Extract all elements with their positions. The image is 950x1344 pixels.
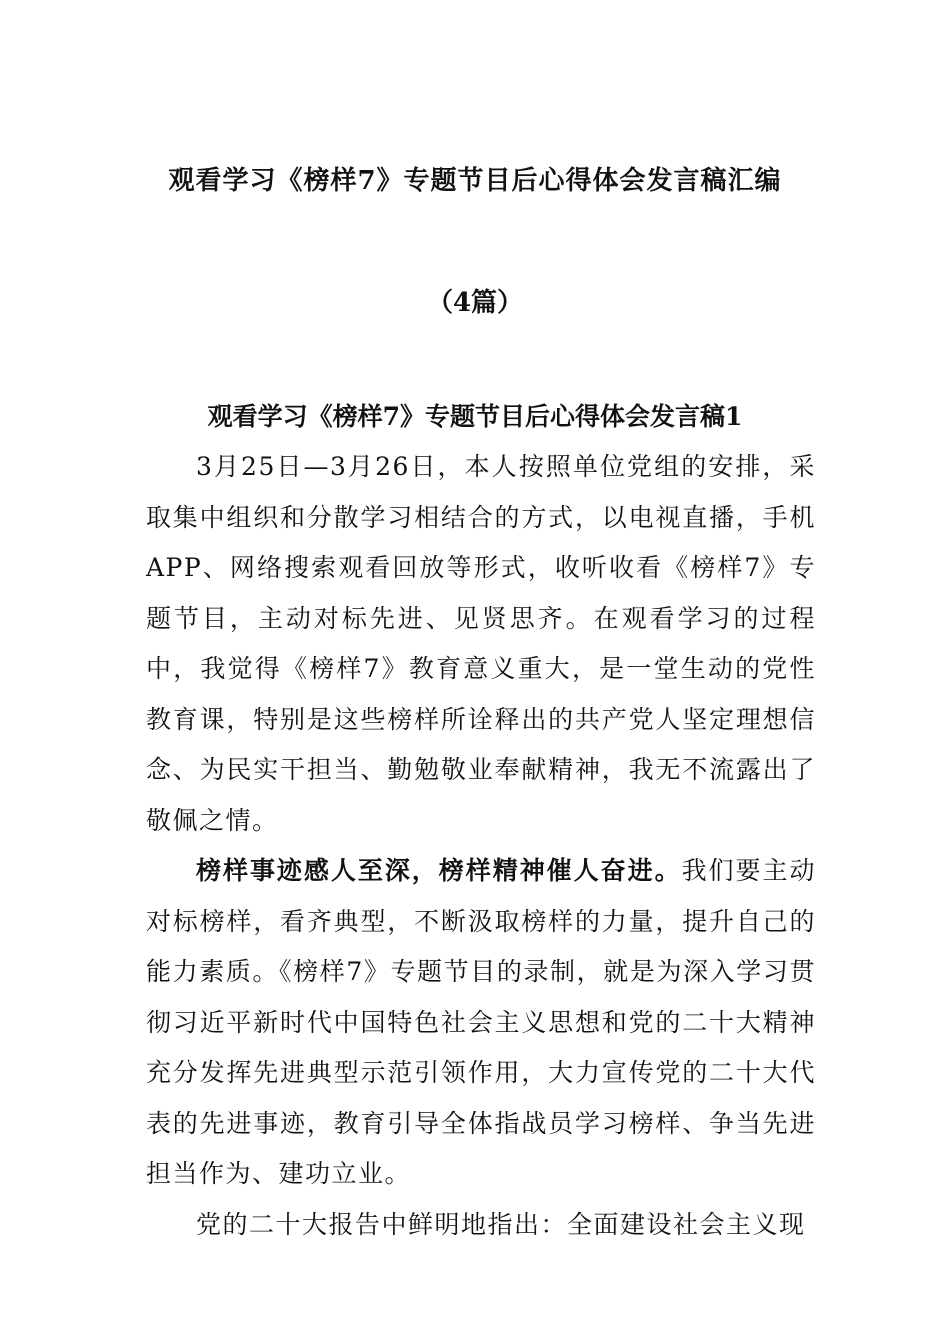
paragraph-text: 我们要主动对标榜样，看齐典型，不断汲取榜样的力量，提升自己的能力素质。《榜样7》专题节目的录制，就是为深入学习贯彻习近平新时代中国特色社会主义思想和党的二十大精神充分发挥先进典型示范引领作用，大力宣传党的二十大代表的先进事迹，教育引导全体指战员学习榜样、争当先进担当作为、建功立业。 [146,856,816,1188]
section-title: 观看学习《榜样7》专题节目后心得体会发言稿1 [207,402,743,431]
paragraph-lead: 榜样事迹感人至深，榜样精神催人奋进。 [196,856,682,885]
paragraph [146,846,816,1200]
document-title: 观看学习《榜样7》专题节目后心得体会发言稿汇编 [168,166,782,196]
paragraph-text: 党的二十大报告中鲜明地指出：全面建设社会主义现 [196,1209,806,1239]
paragraph-text: 3月25日—3月26日，本人按照单位党组的安排，采取集中组织和分散学习相结合的方式，以电视直播，手机APP、网络搜索观看回放等形式，收听收看《榜样7》专题节目，主动对标先进、见贤思齐。在观看学习的过程中，我觉得《榜样7》教育意义重大，是一堂生动的党性教育课，特别是这些榜样所诠释出的共产党人坚定理想信念、为民实干担当、勤勉敬业奉献精神，我无不流露出了敬佩之情。 [146,452,816,835]
section-body [146,442,816,1250]
paragraph [146,442,816,846]
document-count: （4篇） [426,288,524,318]
paragraph [146,1200,816,1251]
